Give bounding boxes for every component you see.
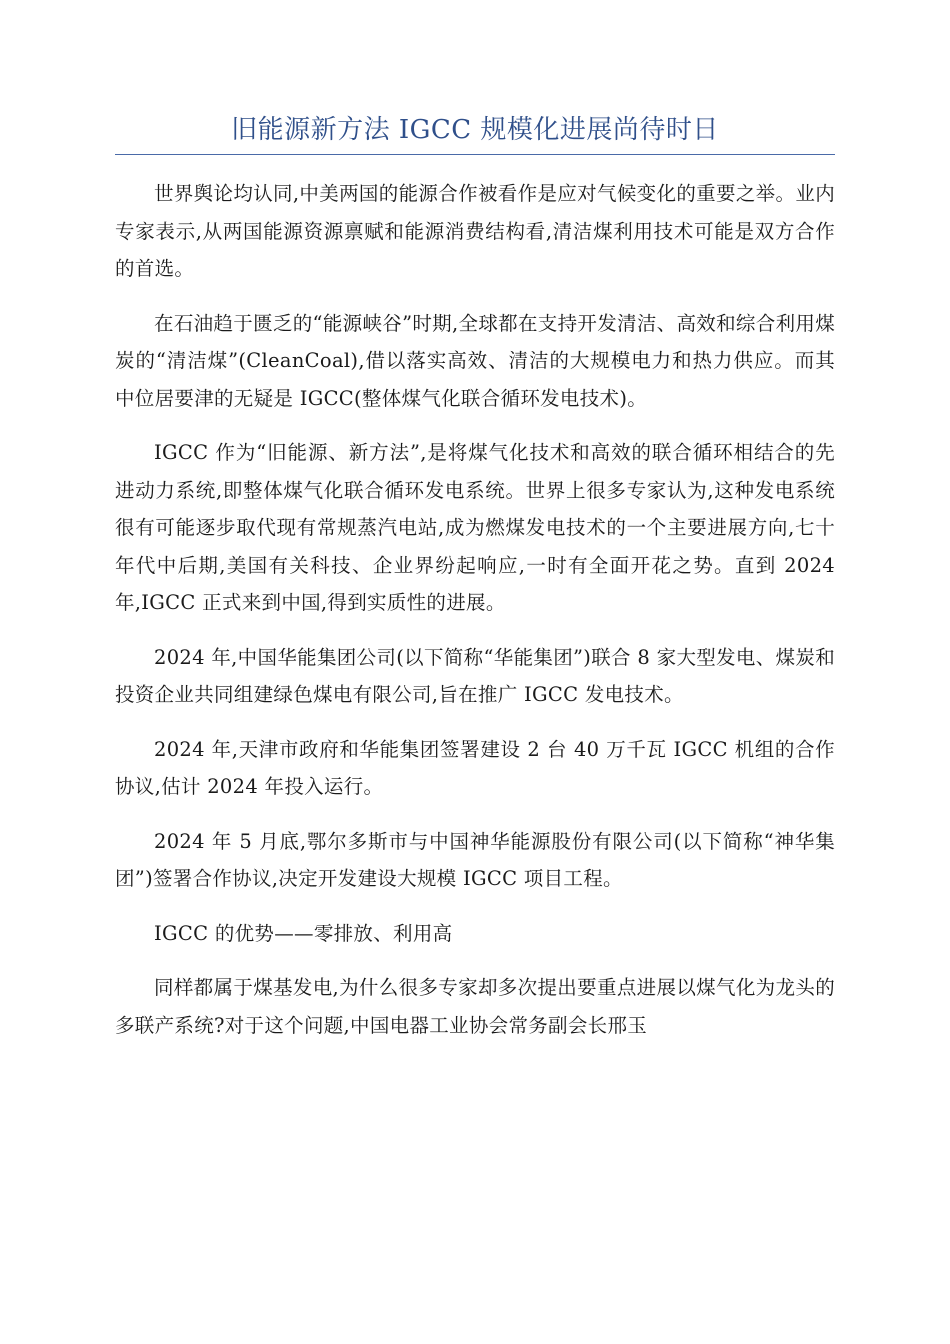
paragraph: IGCC 作为“旧能源、新方法”,是将煤气化技术和高效的联合循环相结合的先进动力系统,即整体煤气化联合循环发电系统。世界上很多专家认为,这种发电系统很有可能逐步取代现有常规蒸汽电站,成为燃煤发电技术的一个主要进展方向,七十年代中后期,美国有关科技、企业界纷起响应,一时有全面开花之势。直到 2024 年,IGCC 正式来到中国,得到实质性的进展。	[115, 441, 835, 614]
paragraph: 在石油趋于匮乏的“能源峡谷”时期,全球都在支持开发清洁、高效和综合利用煤炭的“清洁煤”(CleanCoal),借以落实高效、清洁的大规模电力和热力供应。而其中位居要津的无疑是 IGCC(整体煤气化联合循环发电技术)。	[115, 311, 835, 410]
document-page	[115, 112, 835, 1061]
paragraph: 2024 年,天津市政府和华能集团签署建设 2 台 40 万千瓦 IGCC 机组的合作协议,估计 2024 年投入运行。	[115, 737, 835, 798]
paragraph: 世界舆论均认同,中美两国的能源合作被看作是应对气候变化的重要之举。业内专家表示,从两国能源资源禀赋和能源消费结构看,清洁煤利用技术可能是双方合作的首选。	[115, 182, 835, 280]
document-title: 旧能源新方法 IGCC 规模化进展尚待时日	[115, 112, 835, 155]
paragraph: 2024 年,中国华能集团公司(以下简称“华能集团”)联合 8 家大型发电、煤炭和投资企业共同组建绿色煤电有限公司,旨在推广 IGCC 发电技术。	[115, 645, 835, 706]
section-subheading: IGCC 的优势——零排放、利用高	[154, 921, 453, 945]
document-body	[115, 175, 835, 1044]
paragraph: 2024 年 5 月底,鄂尔多斯市与中国神华能源股份有限公司(以下简称“神华集团”)签署合作协议,决定开发建设大规模 IGCC 项目工程。	[115, 829, 835, 890]
paragraph: 同样都属于煤基发电,为什么很多专家却多次提出要重点进展以煤气化为龙头的多联产系统?对于这个问题,中国电器工业协会常务副会长邢玉	[115, 976, 835, 1037]
